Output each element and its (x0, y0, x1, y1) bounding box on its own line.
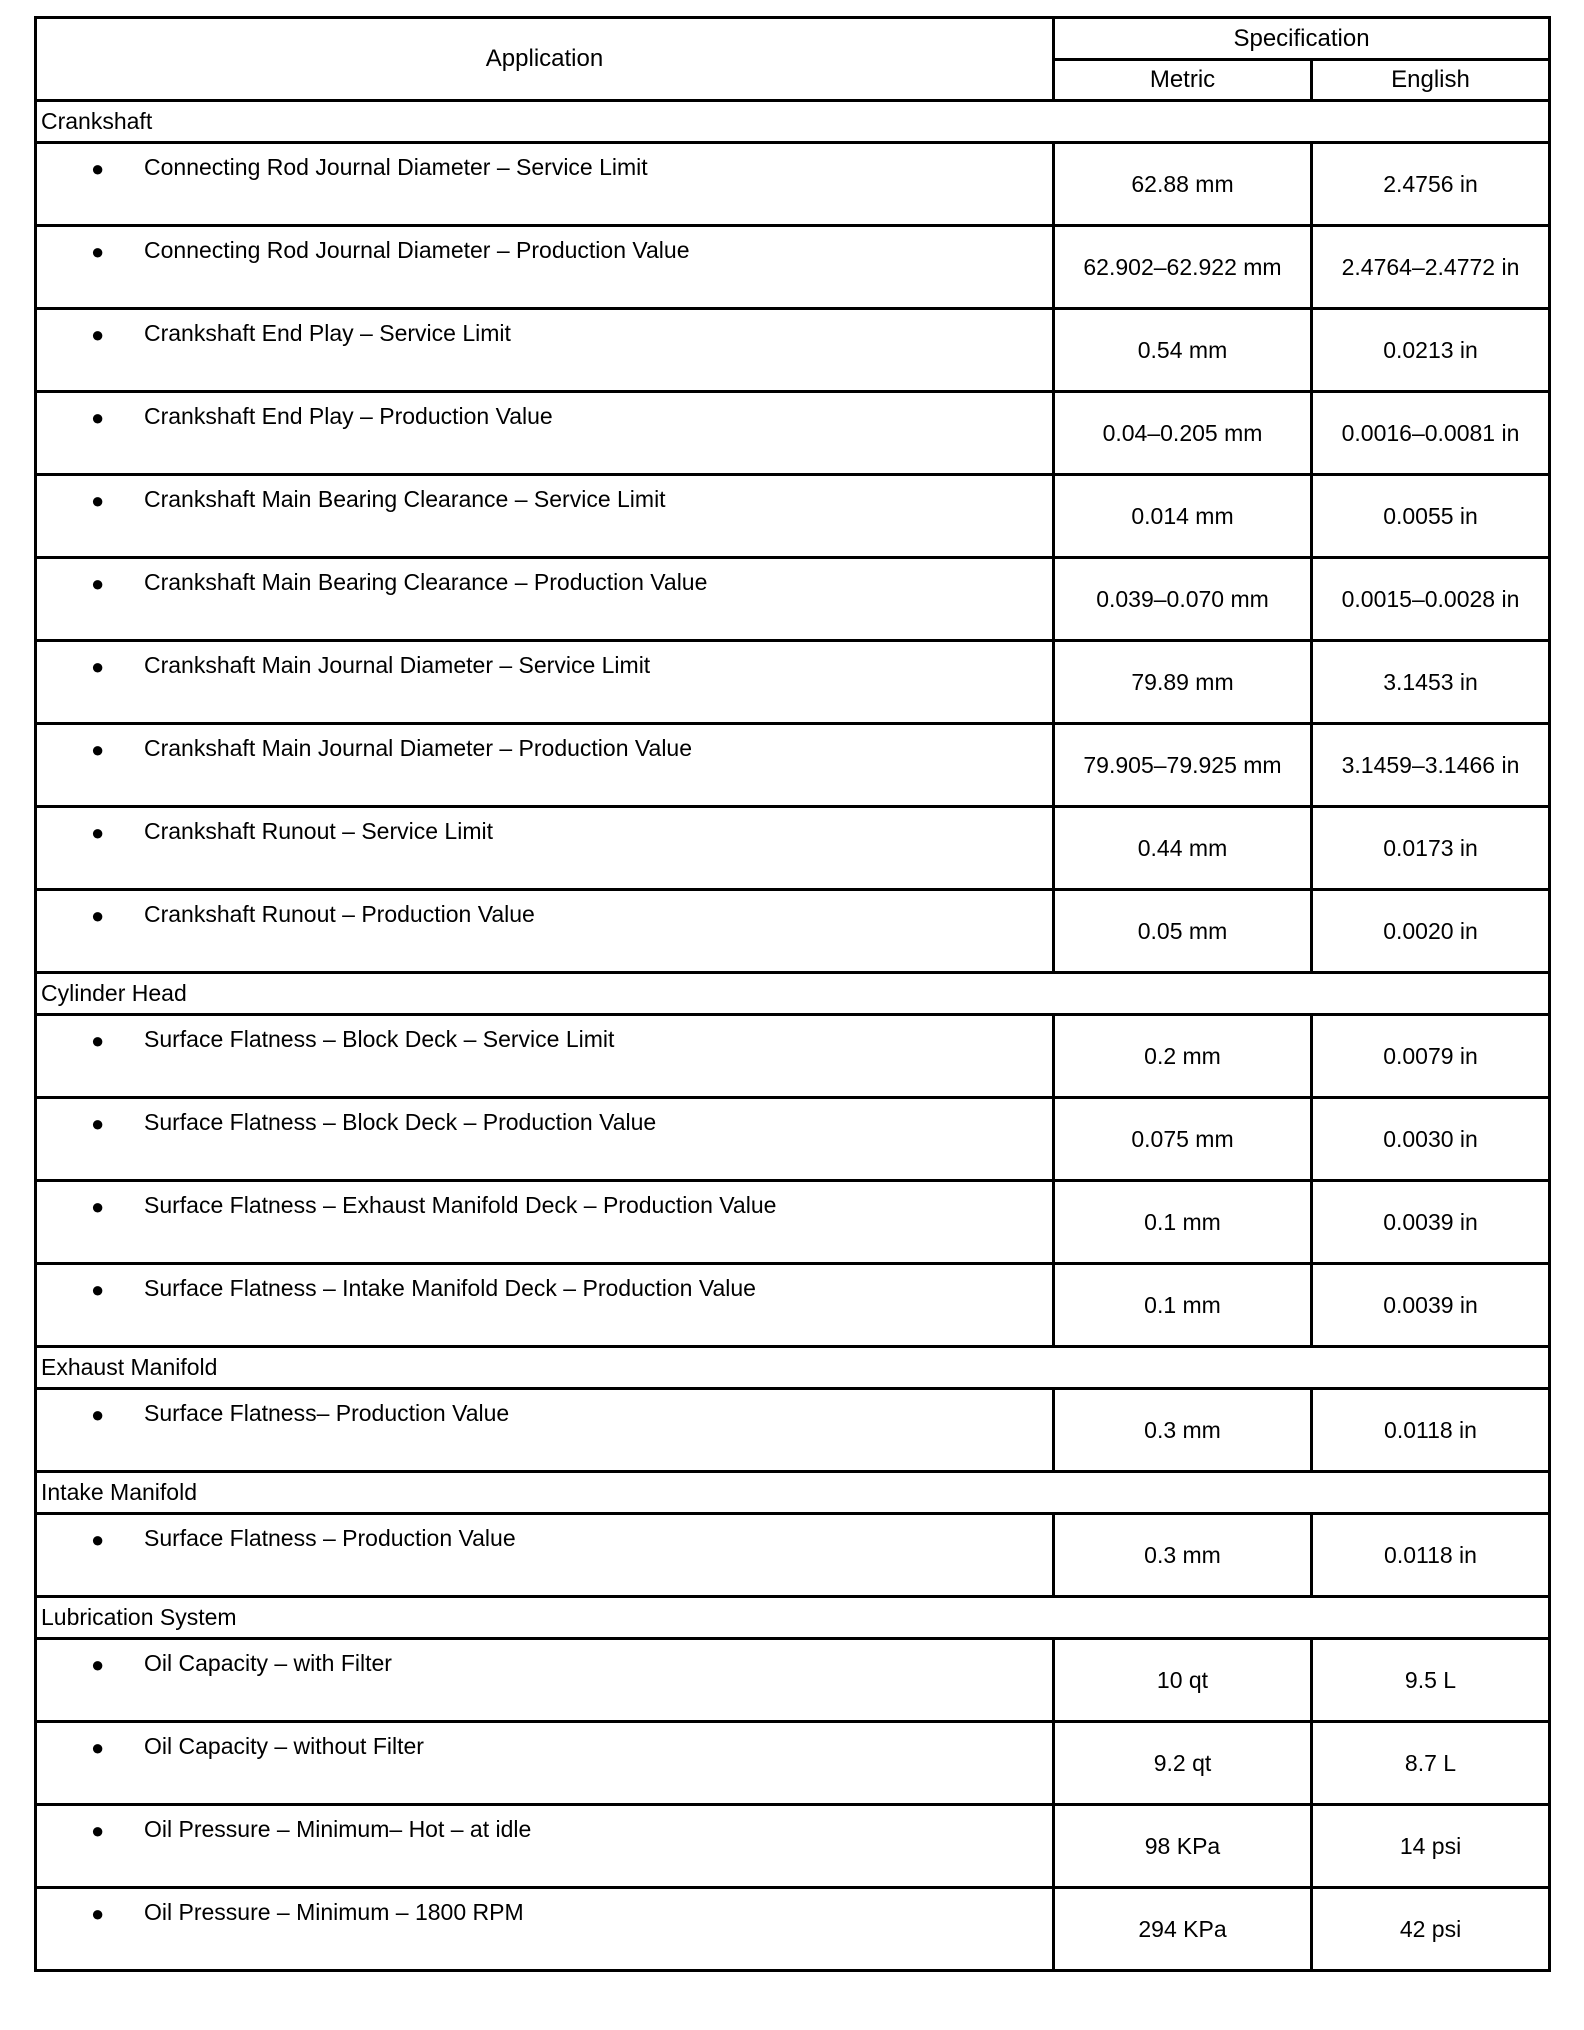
metric-value: 0.44 mm (1054, 807, 1312, 890)
table-row (36, 890, 1550, 973)
application-text: Oil Pressure – Minimum – 1800 RPM (144, 1899, 524, 1925)
english-value: 2.4764–2.4772 in (1312, 226, 1550, 309)
application-cell (36, 309, 1054, 392)
section-row (36, 1597, 1550, 1639)
metric-value: 0.039–0.070 mm (1054, 558, 1312, 641)
metric-value: 79.905–79.925 mm (1054, 724, 1312, 807)
application-cell (36, 807, 1054, 890)
english-value: 0.0015–0.0028 in (1312, 558, 1550, 641)
table-row (36, 724, 1550, 807)
section-title: Exhaust Manifold (36, 1347, 1550, 1389)
metric-column-header: Metric (1054, 60, 1312, 101)
english-value: 0.0030 in (1312, 1098, 1550, 1181)
english-value: 0.0118 in (1312, 1514, 1550, 1597)
table-row (36, 1722, 1550, 1805)
english-value: 0.0173 in (1312, 807, 1550, 890)
table-row (36, 1639, 1550, 1722)
metric-value: 0.075 mm (1054, 1098, 1312, 1181)
application-cell (36, 143, 1054, 226)
bullet-icon: ● (91, 1194, 105, 1219)
table-row (36, 1015, 1550, 1098)
metric-value: 0.3 mm (1054, 1389, 1312, 1472)
bullet-icon: ● (91, 488, 105, 513)
specification-table (34, 16, 1551, 1972)
application-text: Connecting Rod Journal Diameter – Production Value (144, 237, 690, 263)
english-value: 2.4756 in (1312, 143, 1550, 226)
table-row (36, 392, 1550, 475)
table-row (36, 641, 1550, 724)
application-text: Surface Flatness – Intake Manifold Deck – Production Value (144, 1275, 756, 1301)
bullet-icon: ● (91, 1652, 105, 1677)
metric-value: 0.04–0.205 mm (1054, 392, 1312, 475)
application-text: Crankshaft Main Bearing Clearance – Production Value (144, 569, 708, 595)
table-row (36, 1888, 1550, 1971)
metric-value: 0.54 mm (1054, 309, 1312, 392)
english-value: 14 psi (1312, 1805, 1550, 1888)
bullet-icon: ● (91, 1527, 105, 1552)
application-cell (36, 1389, 1054, 1472)
bullet-icon: ● (91, 820, 105, 845)
english-value: 0.0118 in (1312, 1389, 1550, 1472)
section-row (36, 1472, 1550, 1514)
table-row (36, 226, 1550, 309)
english-value: 0.0213 in (1312, 309, 1550, 392)
application-text: Surface Flatness– Production Value (144, 1400, 510, 1426)
application-cell (36, 1264, 1054, 1347)
application-cell (36, 1722, 1054, 1805)
table-row (36, 309, 1550, 392)
application-cell (36, 1015, 1054, 1098)
table-row (36, 1098, 1550, 1181)
table-row (36, 475, 1550, 558)
application-cell (36, 1888, 1054, 1971)
application-cell (36, 226, 1054, 309)
application-text: Oil Capacity – with Filter (144, 1650, 392, 1676)
bullet-icon: ● (91, 1735, 105, 1760)
metric-value: 98 KPa (1054, 1805, 1312, 1888)
metric-value: 10 qt (1054, 1639, 1312, 1722)
table-row (36, 1264, 1550, 1347)
bullet-icon: ● (91, 654, 105, 679)
metric-value: 0.05 mm (1054, 890, 1312, 973)
metric-value: 0.3 mm (1054, 1514, 1312, 1597)
english-value: 3.1459–3.1466 in (1312, 724, 1550, 807)
metric-value: 294 KPa (1054, 1888, 1312, 1971)
english-value: 0.0020 in (1312, 890, 1550, 973)
application-text: Crankshaft End Play – Production Value (144, 403, 553, 429)
section-title: Crankshaft (36, 101, 1550, 143)
application-column-header: Application (36, 18, 1054, 101)
application-text: Surface Flatness – Production Value (144, 1525, 516, 1551)
bullet-icon: ● (91, 1111, 105, 1136)
bullet-icon: ● (91, 571, 105, 596)
application-text: Crankshaft Main Bearing Clearance – Service Limit (144, 486, 666, 512)
bullet-icon: ● (91, 405, 105, 430)
metric-value: 62.902–62.922 mm (1054, 226, 1312, 309)
application-text: Crankshaft Runout – Production Value (144, 901, 535, 927)
bullet-icon: ● (91, 239, 105, 264)
section-row (36, 973, 1550, 1015)
metric-value: 0.014 mm (1054, 475, 1312, 558)
metric-value: 0.2 mm (1054, 1015, 1312, 1098)
application-text: Crankshaft Runout – Service Limit (144, 818, 493, 844)
english-value: 9.5 L (1312, 1639, 1550, 1722)
application-text: Surface Flatness – Block Deck – Service Limit (144, 1026, 615, 1052)
application-cell (36, 1098, 1054, 1181)
application-text: Crankshaft End Play – Service Limit (144, 320, 511, 346)
section-row (36, 101, 1550, 143)
application-text: Oil Capacity – without Filter (144, 1733, 424, 1759)
english-value: 0.0039 in (1312, 1181, 1550, 1264)
metric-value: 79.89 mm (1054, 641, 1312, 724)
english-value: 8.7 L (1312, 1722, 1550, 1805)
bullet-icon: ● (91, 737, 105, 762)
application-cell (36, 475, 1054, 558)
application-text: Surface Flatness – Exhaust Manifold Deck – Production Value (144, 1192, 777, 1218)
metric-value: 0.1 mm (1054, 1264, 1312, 1347)
metric-value: 9.2 qt (1054, 1722, 1312, 1805)
bullet-icon: ● (91, 1277, 105, 1302)
table-row (36, 807, 1550, 890)
english-value: 0.0016–0.0081 in (1312, 392, 1550, 475)
application-cell (36, 392, 1054, 475)
table-row (36, 1389, 1550, 1472)
table-row (36, 143, 1550, 226)
table-row (36, 1805, 1550, 1888)
application-text: Connecting Rod Journal Diameter – Service Limit (144, 154, 648, 180)
bullet-icon: ● (91, 903, 105, 928)
section-title: Intake Manifold (36, 1472, 1550, 1514)
table-row (36, 1181, 1550, 1264)
application-cell (36, 890, 1054, 973)
section-row (36, 1347, 1550, 1389)
metric-value: 62.88 mm (1054, 143, 1312, 226)
application-cell (36, 724, 1054, 807)
english-column-header: English (1312, 60, 1550, 101)
application-text: Crankshaft Main Journal Diameter – Production Value (144, 735, 693, 761)
bullet-icon: ● (91, 1818, 105, 1843)
english-value: 0.0039 in (1312, 1264, 1550, 1347)
application-text: Crankshaft Main Journal Diameter – Service Limit (144, 652, 651, 678)
application-cell (36, 1181, 1054, 1264)
application-text: Surface Flatness – Block Deck – Production Value (144, 1109, 657, 1135)
bullet-icon: ● (91, 1028, 105, 1053)
application-cell (36, 1805, 1054, 1888)
metric-value: 0.1 mm (1054, 1181, 1312, 1264)
english-value: 42 psi (1312, 1888, 1550, 1971)
application-cell (36, 1514, 1054, 1597)
bullet-icon: ● (91, 1901, 105, 1926)
application-cell (36, 558, 1054, 641)
table-body (36, 101, 1550, 1971)
application-cell (36, 1639, 1054, 1722)
application-cell (36, 641, 1054, 724)
english-value: 0.0055 in (1312, 475, 1550, 558)
bullet-icon: ● (91, 322, 105, 347)
section-title: Lubrication System (36, 1597, 1550, 1639)
table-row (36, 1514, 1550, 1597)
bullet-icon: ● (91, 156, 105, 181)
bullet-icon: ● (91, 1402, 105, 1427)
application-text: Oil Pressure – Minimum– Hot – at idle (144, 1816, 532, 1842)
specification-column-header: Specification (1054, 18, 1550, 60)
english-value: 3.1453 in (1312, 641, 1550, 724)
english-value: 0.0079 in (1312, 1015, 1550, 1098)
table-row (36, 558, 1550, 641)
section-title: Cylinder Head (36, 973, 1550, 1015)
